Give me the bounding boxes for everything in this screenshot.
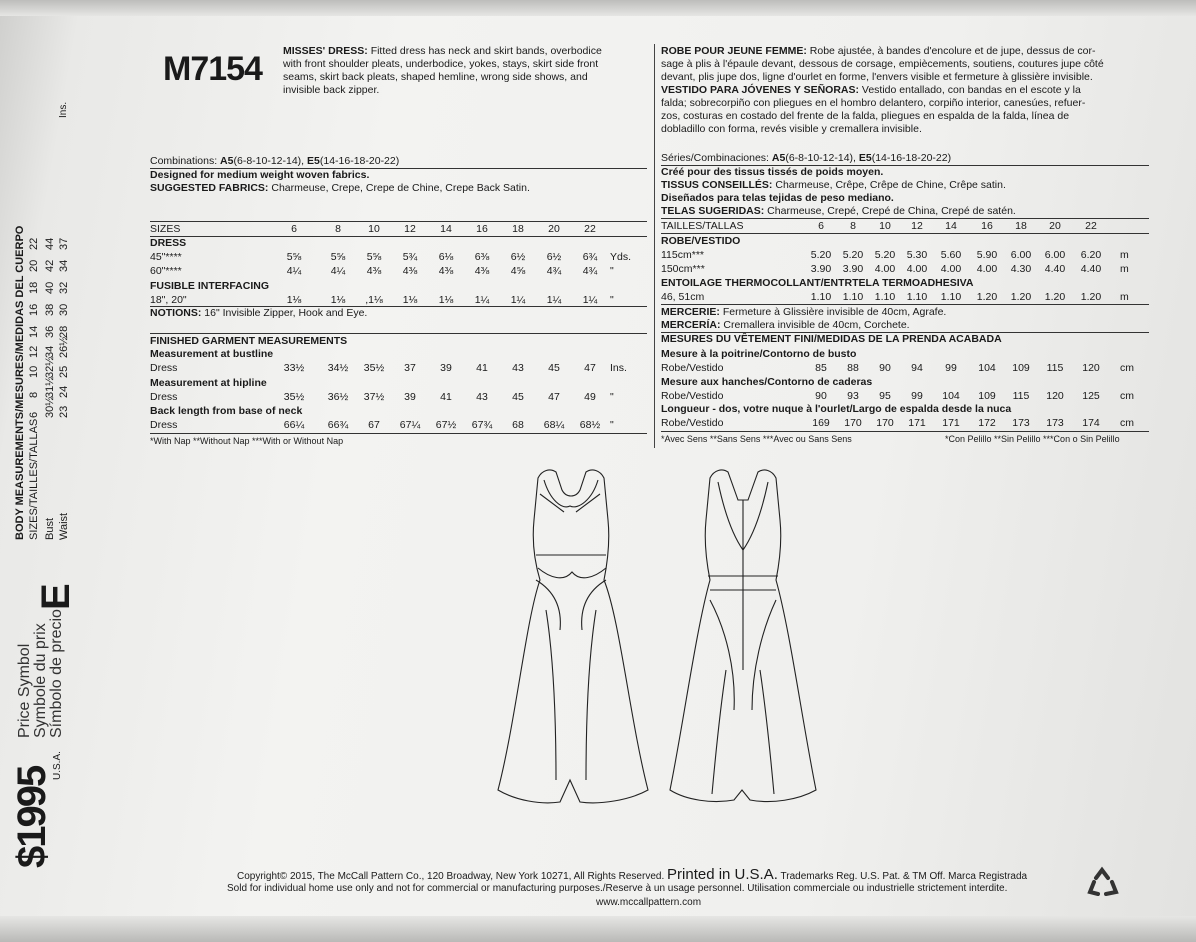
table-cell: 5.60: [940, 249, 962, 261]
table-cell: 14: [440, 223, 452, 235]
table-cell: 4¼: [330, 265, 346, 277]
notions-line: [150, 307, 367, 320]
table-cell: 8: [850, 220, 856, 232]
suggested-text: Charmeuse, Crepe, Crepe de Chine, Crepe Back Satin.: [268, 182, 530, 194]
table-cell: 99: [911, 390, 923, 402]
table-cell: 6⅜: [474, 251, 490, 263]
table-cell: 1.10: [940, 291, 962, 303]
printed-text: Printed in U.S.A.: [667, 866, 778, 883]
hip-measure-label: Measurement at hipline: [150, 377, 267, 389]
table-cell: 12: [404, 223, 416, 235]
rule: [661, 233, 1149, 234]
table-cell: 104: [978, 362, 996, 374]
table-cell: 35½: [363, 362, 385, 374]
table-cell: 20: [1049, 220, 1061, 232]
table-cell: 125: [1082, 390, 1100, 402]
table-cell: 22: [584, 223, 596, 235]
table-cell: 4⅝: [510, 265, 526, 277]
sidebar-bust-value: 44: [44, 237, 56, 250]
combo-e5-sizes: (14-16-18-20-22): [871, 152, 952, 164]
english-desc-line: seams, skirt back pleats, shaped hemline, wrong side shows, and: [283, 71, 588, 83]
table-cell: 4.00: [976, 263, 998, 275]
sidebar-waist-value: 30: [58, 303, 70, 316]
english-desc-line: Fitted dress has neck and skirt bands, overbodice: [370, 45, 602, 57]
combo-e5-sizes: (14-16-18-20-22): [319, 155, 400, 167]
table-cell: 8: [335, 223, 341, 235]
price-letter: E: [34, 583, 78, 610]
dress-front-drawing: [498, 470, 648, 803]
row-label: 45"****: [150, 251, 182, 263]
combo-e5: E5: [307, 155, 320, 167]
table-cell: 95: [879, 390, 891, 402]
table-cell: 115: [1046, 362, 1064, 374]
table-cell: 5⅝: [366, 251, 382, 263]
row-unit: cm: [1120, 362, 1134, 374]
table-cell: 6⅛: [438, 251, 454, 263]
sidebar-waist-value: 28: [58, 325, 70, 338]
table-cell: 6: [291, 223, 297, 235]
table-cell: 35½: [283, 391, 305, 403]
table-cell: 172: [978, 417, 996, 429]
table-cell: 67: [368, 419, 380, 431]
table-cell: 1¼: [510, 294, 526, 306]
table-cell: 68½: [579, 419, 601, 431]
suggested-label: SUGGESTED FABRICS:: [150, 182, 269, 194]
table-cell: 99: [945, 362, 957, 374]
rule: [661, 218, 1149, 219]
row-label: 46, 51cm: [661, 291, 705, 303]
table-cell: 1¼: [546, 294, 562, 306]
sidebar-size: 14: [28, 325, 40, 338]
table-cell: 90: [879, 362, 891, 374]
price-symbol-fr: Symbole du prix: [32, 623, 49, 738]
table-cell: 6¾: [582, 251, 598, 263]
sidebar-bust-value: 32½: [44, 356, 56, 378]
row-label: 150cm***: [661, 263, 705, 275]
disenados-text: Diseñados para telas tejidas de peso mediano.: [661, 192, 894, 204]
english-footnote: *With Nap **Without Nap ***With or Without Nap: [150, 436, 344, 446]
table-cell: 37½: [363, 391, 385, 403]
tailles-label: TAILLES/TALLAS: [661, 220, 744, 232]
row-unit: m: [1120, 291, 1129, 303]
table-cell: 171: [942, 417, 960, 429]
table-cell: 41: [440, 391, 452, 403]
table-cell: 1.10: [874, 291, 896, 303]
french-heading: ROBE POUR JEUNE FEMME:: [661, 45, 807, 57]
table-cell: 5.90: [976, 249, 998, 261]
row-label: Robe/Vestido: [661, 417, 724, 429]
spanish-desc-line: zos, costuras en costado del frente de la falda, pliegues en espalda de la falda, línea de: [661, 110, 1070, 122]
french-desc-line: Robe ajustée, à bandes d'encolure et de jupe, dessus de cor-: [806, 45, 1096, 57]
row-unit: ": [610, 391, 614, 403]
row-unit: cm: [1120, 390, 1134, 402]
sidebar-bust-value: 31½: [44, 376, 56, 398]
merceria-label: MERCERÍA:: [661, 319, 721, 331]
sidebar-bust-value: 30½: [44, 396, 56, 418]
table-cell: 4¾: [582, 265, 598, 277]
table-cell: 4¾: [546, 265, 562, 277]
table-cell: 1.20: [1080, 291, 1102, 303]
table-cell: 5.20: [842, 249, 864, 261]
english-desc-line: invisible back zipper.: [283, 84, 380, 96]
table-cell: 6½: [546, 251, 562, 263]
table-cell: 4.40: [1080, 263, 1102, 275]
french-desc-line: devant, plis jupe dos, ligne d'ourlet en forme, l'envers visible et fermeture à glissière invisible.: [661, 71, 1093, 83]
english-heading: MISSES' DRESS:: [283, 45, 368, 57]
sidebar-bust-value: 38: [44, 303, 56, 316]
sidebar-size: 6: [28, 411, 40, 418]
sidebar-bust-value: 34: [44, 345, 56, 358]
sidebar-size: 8: [28, 391, 40, 398]
telas-line: [661, 205, 1016, 218]
recycle-icon: [1086, 866, 1120, 900]
table-cell: 4.00: [874, 263, 896, 275]
rule: [150, 333, 647, 334]
table-cell: 45: [512, 391, 524, 403]
table-cell: 170: [844, 417, 862, 429]
table-cell: 93: [847, 390, 859, 402]
table-cell: 4⅜: [474, 265, 490, 277]
table-cell: 22: [1085, 220, 1097, 232]
row-unit: m: [1120, 263, 1129, 275]
table-cell: 4⅜: [366, 265, 382, 277]
table-cell: 1.20: [976, 291, 998, 303]
table-cell: 18: [512, 223, 524, 235]
table-cell: 1⅛: [286, 294, 302, 306]
poitrine-label: Mesure à la poitrine/Contorno de busto: [661, 348, 857, 360]
table-cell: 16: [476, 223, 488, 235]
row-unit: Yds.: [610, 251, 632, 263]
table-cell: 1⅛: [330, 294, 346, 306]
table-cell: 68: [512, 419, 524, 431]
table-cell: 66¼: [283, 419, 305, 431]
row-label: 18", 20": [150, 294, 187, 306]
tissus-text: Charmeuse, Crêpe, Crêpe de Chine, Crêpe satin.: [772, 179, 1006, 191]
row-unit: m: [1120, 249, 1129, 261]
table-cell: 14: [945, 220, 957, 232]
table-cell: 120: [1046, 390, 1064, 402]
table-cell: 6: [818, 220, 824, 232]
combo-a5: A5: [771, 152, 786, 164]
combo-a5-sizes: (6-8-10-12-14),: [233, 155, 308, 167]
row-unit: cm: [1120, 417, 1134, 429]
sidebar-size: 18: [28, 281, 40, 294]
mercerie-label: MERCERIE:: [661, 306, 720, 318]
table-cell: 1¼: [582, 294, 598, 306]
english-description: [283, 45, 648, 97]
mesures-label: MESURES DU VÊTEMENT FINI/MEDIDAS DE LA PRENDA ACABADA: [661, 333, 1002, 345]
table-cell: 170: [876, 417, 894, 429]
sidebar-waist-value: 25: [58, 365, 70, 378]
table-cell: 4¼: [286, 265, 302, 277]
table-cell: 6½: [510, 251, 526, 263]
price-symbol-en: Price Symbol: [16, 643, 33, 738]
table-cell: 47: [548, 391, 560, 403]
sidebar-waist-value: 37: [58, 237, 70, 250]
table-cell: 171: [908, 417, 926, 429]
sizes-tallas-label: SIZES/TAILLES/TALLAS: [28, 418, 40, 540]
entoilage-label: ENTOILAGE THERMOCOLLANT/ENTRTELA TERMOADHESIVA: [661, 277, 974, 289]
waist-label: Waist: [58, 512, 70, 540]
table-cell: 45: [548, 362, 560, 374]
copyright-text: Copyright© 2015, The McCall Pattern Co., 120 Broadway, New York 10271, All Rights Reserved.: [237, 871, 665, 882]
merceria-text: Cremallera invisible de 40cm, Corchete.: [720, 319, 910, 331]
ins-label: Ins.: [58, 101, 69, 118]
row-label: 60"****: [150, 265, 182, 277]
tissus-line: [661, 179, 1006, 192]
notions-text: 16" Invisible Zipper, Hook and Eye.: [201, 307, 368, 319]
series-line: [661, 152, 951, 165]
paper-top-edge: [0, 0, 1196, 16]
table-cell: 5.20: [874, 249, 896, 261]
website-text: www.mccallpattern.com: [596, 897, 702, 908]
finished-label: FINISHED GARMENT MEASUREMENTS: [150, 335, 348, 347]
table-cell: 3.90: [842, 263, 864, 275]
price-symbol-es: Símbolo de precio: [48, 609, 65, 738]
mercerie-line: [661, 306, 946, 319]
table-cell: 1.20: [1010, 291, 1032, 303]
sidebar-size: 12: [28, 345, 40, 358]
row-label: Dress: [150, 419, 178, 431]
sidebar-size: 16: [28, 303, 40, 316]
french-desc-line: sage à plis à l'épaule devant, dessous de corsage, empiècements, soutiens, coutures jupe côté: [661, 58, 1104, 70]
rule: [150, 221, 647, 222]
table-cell: 34½: [327, 362, 349, 374]
dress-illustrations: [480, 460, 840, 830]
table-cell: 49: [584, 391, 596, 403]
rule: [150, 236, 647, 237]
table-cell: 67¾: [471, 419, 493, 431]
body-measurements-title: BODY MEASUREMENTS/MESURES/MEDIDAS DEL CUERPO: [14, 225, 26, 540]
spanish-desc-line: Vestido entallado, con bandas en el escote y la: [859, 84, 1081, 96]
telas-text: Charmeuse, Crepé, Crepé de China, Crepé de satén.: [764, 205, 1016, 217]
table-cell: 68¼: [543, 419, 565, 431]
table-cell: 5.30: [906, 249, 928, 261]
telas-label: TELAS SUGERIDAS:: [661, 205, 765, 217]
table-cell: 43: [476, 391, 488, 403]
table-cell: 43: [512, 362, 524, 374]
table-cell: 67¼: [399, 419, 421, 431]
row-label: Dress: [150, 391, 178, 403]
french-footnote: *Avec Sens **Sans Sens ***Avec ou Sans Sens: [661, 434, 852, 444]
table-cell: 4.00: [940, 263, 962, 275]
sidebar-bust-value: 42: [44, 259, 56, 272]
table-cell: 115: [1012, 390, 1030, 402]
table-cell: 1.20: [1044, 291, 1066, 303]
sidebar-waist-value: 26½: [58, 336, 70, 358]
dress-back-drawing: [670, 470, 816, 802]
table-cell: 4.40: [1044, 263, 1066, 275]
robe-label: ROBE/VESTIDO: [661, 235, 741, 247]
sidebar: [0, 0, 80, 942]
combinations-line: [150, 155, 399, 168]
table-cell: 1¼: [474, 294, 490, 306]
table-cell: 16: [981, 220, 993, 232]
interfacing-label: FUSIBLE INTERFACING: [150, 280, 270, 292]
table-cell: 1⅛: [402, 294, 418, 306]
table-cell: 88: [847, 362, 859, 374]
sidebar-waist-value: 32: [58, 281, 70, 294]
cree-text: Créé pour des tissus tissés de poids moyen.: [661, 166, 884, 178]
row-unit: ": [610, 419, 614, 431]
sidebar-bust-value: 36: [44, 325, 56, 338]
table-cell: 3.90: [810, 263, 832, 275]
sidebar-size: 22: [28, 237, 40, 250]
dress-label: DRESS: [150, 237, 187, 249]
table-cell: 47: [584, 362, 596, 374]
table-cell: 6.20: [1080, 249, 1102, 261]
table-cell: 173: [1012, 417, 1030, 429]
table-cell: 39: [404, 391, 416, 403]
spanish-desc-line: falda; sobrecorpiño con pliegues en el hombro delantero, corpiño interior, canesúes, refuer-: [661, 97, 1086, 109]
table-cell: 36½: [327, 391, 349, 403]
bust-measure-label: Measurement at bustline: [150, 348, 274, 360]
bust-label: Bust: [44, 517, 56, 540]
column-divider: [654, 44, 655, 448]
table-cell: 1.10: [842, 291, 864, 303]
price-text: $1995: [10, 766, 54, 868]
table-cell: 4⅜: [402, 265, 418, 277]
longueur-label: Longueur - dos, votre nuque à l'ourlet/Largo de espalda desde la nuca: [661, 403, 1012, 415]
footer-line-1: [237, 866, 1027, 883]
back-length-label: Back length from base of neck: [150, 405, 303, 417]
french-spanish-description: [661, 45, 1161, 136]
row-unit: ": [610, 265, 614, 277]
table-cell: 1.10: [906, 291, 928, 303]
table-cell: 90: [815, 390, 827, 402]
rule: [661, 431, 1149, 432]
table-cell: 10: [879, 220, 891, 232]
suggested-fabrics: [150, 182, 530, 195]
sidebar-size: 20: [28, 259, 40, 272]
hanches-label: Mesure aux hanches/Contorno de caderas: [661, 376, 873, 388]
combo-e5: E5: [858, 152, 872, 164]
table-cell: 10: [368, 223, 380, 235]
table-cell: 4.00: [906, 263, 928, 275]
spanish-footnote: *Con Pelillo **Sin Pelillo ***Con o Sin Pelillo: [945, 434, 1120, 444]
combinations-label: Combinations:: [150, 155, 221, 167]
table-cell: 67½: [435, 419, 457, 431]
trademarks-text: Trademarks Reg. U.S. Pat. & TM Off. Marca Registrada: [780, 871, 1028, 882]
rule: [661, 304, 1149, 305]
table-cell: 109: [1012, 362, 1030, 374]
table-cell: 5.20: [810, 249, 832, 261]
table-cell: 4.30: [1010, 263, 1032, 275]
table-cell: 109: [978, 390, 996, 402]
table-cell: 39: [440, 362, 452, 374]
table-cell: 173: [1046, 417, 1064, 429]
spanish-heading: VESTIDO PARA JÓVENES Y SEÑORAS:: [661, 84, 859, 96]
table-cell: 85: [815, 362, 827, 374]
table-cell: 94: [911, 362, 923, 374]
table-cell: 174: [1082, 417, 1100, 429]
table-cell: 6.00: [1010, 249, 1032, 261]
designed-for: Designed for medium weight woven fabrics.: [150, 169, 370, 181]
table-cell: 4⅜: [438, 265, 454, 277]
notions-label: NOTIONS:: [150, 307, 202, 319]
sidebar-bust-value: 40: [44, 281, 56, 294]
sidebar-waist-value: 23: [58, 405, 70, 418]
rule: [150, 433, 647, 434]
table-cell: 120: [1082, 362, 1100, 374]
row-label: Dress: [150, 362, 178, 374]
table-cell: 5⅝: [330, 251, 346, 263]
usa-label: U.S.A.: [52, 751, 63, 780]
table-cell: 20: [548, 223, 560, 235]
tissus-label: TISSUS CONSEILLÉS:: [661, 179, 773, 191]
table-cell: 18: [1015, 220, 1027, 232]
table-cell: 1.10: [810, 291, 832, 303]
sidebar-size: 10: [28, 365, 40, 378]
sold-text: Sold for individual home use only and not for commercial or manufacturing purposes./Reserve à un usage personnel. Utilisation commerciale ou industrielle strictement interdite.: [227, 883, 1008, 894]
table-cell: 37: [404, 362, 416, 374]
table-cell: 41: [476, 362, 488, 374]
paper-bottom-edge: [0, 916, 1196, 942]
table-cell: 33½: [283, 362, 305, 374]
table-cell: 1⅛: [438, 294, 454, 306]
spanish-desc-line: dobladillo con forma, revés visible y cremallera invisible.: [661, 123, 922, 135]
row-label: Robe/Vestido: [661, 362, 724, 374]
table-cell: 5⅝: [286, 251, 302, 263]
row-unit: Ins.: [610, 362, 627, 374]
series-label: Séries/Combinaciones:: [661, 152, 772, 164]
row-unit: ": [610, 294, 614, 306]
mercerie-text: Fermeture à Glissière invisible de 40cm, Agrafe.: [719, 306, 947, 318]
english-desc-line: with front shoulder pleats, underbodice, yokes, stays, skirt side front: [283, 58, 599, 70]
table-cell: 104: [942, 390, 960, 402]
combo-a5-sizes: (6-8-10-12-14),: [785, 152, 859, 164]
sidebar-waist-value: 34: [58, 259, 70, 272]
combo-a5: A5: [220, 155, 234, 167]
sidebar-waist-value: 24: [58, 385, 70, 398]
table-cell: ,1⅛: [365, 294, 383, 306]
table-cell: 6.00: [1044, 249, 1066, 261]
table-cell: 66¾: [327, 419, 349, 431]
table-cell: 169: [812, 417, 830, 429]
row-label: Robe/Vestido: [661, 390, 724, 402]
pattern-number: M7154: [163, 50, 262, 88]
sizes-label: SIZES: [150, 223, 181, 235]
table-cell: 12: [911, 220, 923, 232]
row-label: 115cm***: [661, 249, 704, 261]
merceria-line: [661, 319, 910, 332]
table-cell: 5¾: [402, 251, 418, 263]
